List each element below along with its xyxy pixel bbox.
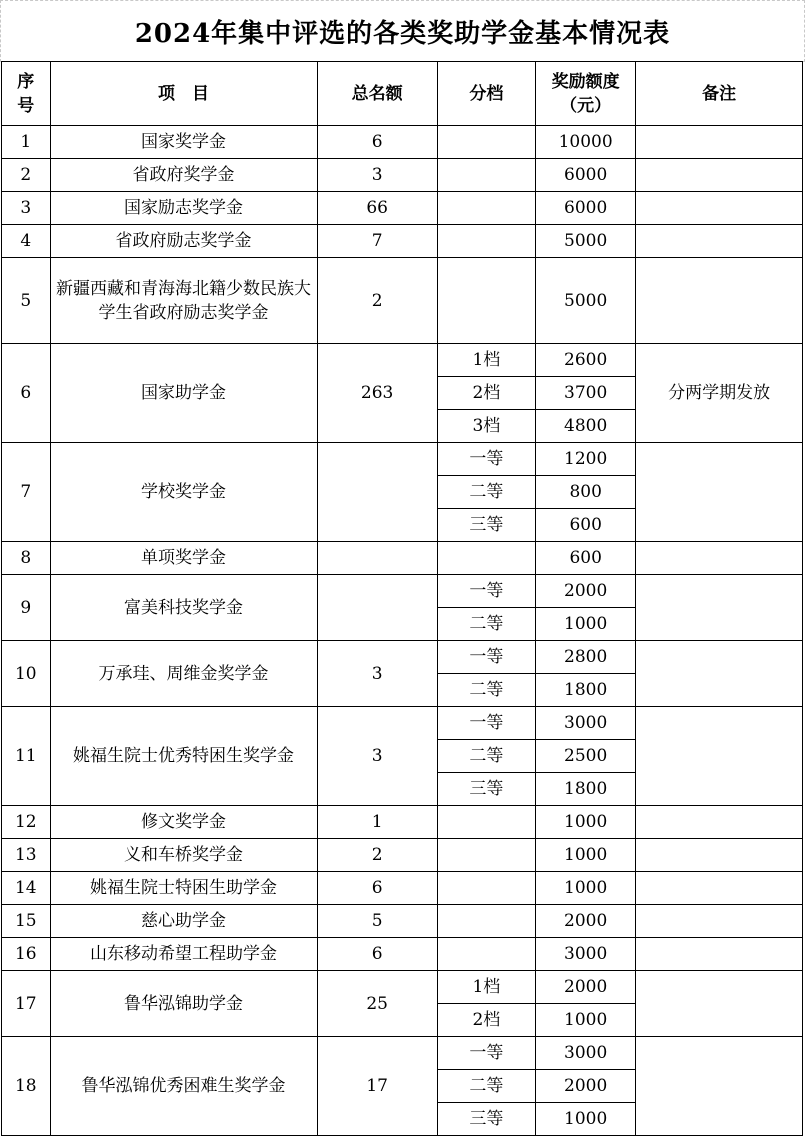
table-row: [2, 839, 803, 872]
cell-tier: 3档: [437, 410, 535, 443]
cell-amount: 1000: [535, 1103, 635, 1136]
cell-index: 12: [2, 806, 51, 839]
cell-index: 10: [2, 641, 51, 707]
cell-amount: 1800: [535, 773, 635, 806]
cell-item-name: 国家励志奖学金: [50, 192, 317, 225]
cell-note: [636, 192, 803, 225]
cell-index: 5: [2, 258, 51, 344]
cell-note: [636, 905, 803, 938]
cell-item-name: 鲁华泓锦助学金: [50, 971, 317, 1037]
cell-amount: 1200: [535, 443, 635, 476]
table-row: [2, 905, 803, 938]
cell-item-name: 姚福生院士优秀特困生奖学金: [50, 707, 317, 806]
cell-tier: [437, 159, 535, 192]
cell-amount: 1000: [535, 872, 635, 905]
cell-amount: 3700: [535, 377, 635, 410]
cell-note: [636, 575, 803, 641]
table-row: [2, 192, 803, 225]
cell-amount: 6000: [535, 159, 635, 192]
cell-amount: 1000: [535, 839, 635, 872]
cell-amount: 600: [535, 509, 635, 542]
cell-note: [636, 542, 803, 575]
cell-note: [636, 938, 803, 971]
cell-total: 3: [317, 641, 437, 707]
cell-total: 3: [317, 707, 437, 806]
cell-total: 17: [317, 1037, 437, 1136]
cell-tier: [437, 225, 535, 258]
cell-amount: 1000: [535, 806, 635, 839]
cell-amount: 1000: [535, 1004, 635, 1037]
cell-tier: [437, 938, 535, 971]
header-tier: 分档: [437, 62, 535, 126]
cell-item-name: 国家助学金: [50, 344, 317, 443]
cell-tier: 二等: [437, 1070, 535, 1103]
cell-index: 13: [2, 839, 51, 872]
cell-tier: 一等: [437, 575, 535, 608]
cell-tier: 三等: [437, 773, 535, 806]
cell-amount: 2600: [535, 344, 635, 377]
cell-note: [636, 806, 803, 839]
cell-tier: [437, 839, 535, 872]
cell-amount: 5000: [535, 258, 635, 344]
cell-index: 2: [2, 159, 51, 192]
cell-total: 6: [317, 938, 437, 971]
cell-amount: 1800: [535, 674, 635, 707]
cell-amount: 3000: [535, 938, 635, 971]
cell-amount: 5000: [535, 225, 635, 258]
cell-total: 2: [317, 258, 437, 344]
cell-item-name: 修文奖学金: [50, 806, 317, 839]
cell-item-name: 义和车桥奖学金: [50, 839, 317, 872]
cell-amount: 800: [535, 476, 635, 509]
cell-total: 25: [317, 971, 437, 1037]
table-row: [2, 443, 803, 476]
cell-tier: [437, 905, 535, 938]
table-row: [2, 641, 803, 674]
table-row: [2, 225, 803, 258]
cell-tier: 1档: [437, 971, 535, 1004]
cell-amount: 10000: [535, 126, 635, 159]
table-row: [2, 542, 803, 575]
header-total: 总名额: [317, 62, 437, 126]
cell-note: [636, 839, 803, 872]
cell-tier: [437, 126, 535, 159]
cell-tier: 一等: [437, 1037, 535, 1070]
cell-total: 1: [317, 806, 437, 839]
cell-note: [636, 443, 803, 542]
scholarship-table: [1, 61, 803, 1136]
cell-note: 分两学期发放: [636, 344, 803, 443]
cell-item-name: 鲁华泓锦优秀困难生奖学金: [50, 1037, 317, 1136]
cell-item-name: 万承珪、周维金奖学金: [50, 641, 317, 707]
cell-index: 4: [2, 225, 51, 258]
cell-item-name: 国家奖学金: [50, 126, 317, 159]
cell-item-name: 单项奖学金: [50, 542, 317, 575]
cell-tier: 二等: [437, 740, 535, 773]
cell-index: 8: [2, 542, 51, 575]
cell-index: 7: [2, 443, 51, 542]
cell-tier: 三等: [437, 509, 535, 542]
header-index: 序号: [2, 62, 51, 126]
cell-item-name: 富美科技奖学金: [50, 575, 317, 641]
cell-tier: 三等: [437, 1103, 535, 1136]
cell-note: [636, 641, 803, 707]
cell-total: 7: [317, 225, 437, 258]
cell-index: 17: [2, 971, 51, 1037]
table-row: [2, 806, 803, 839]
cell-index: 14: [2, 872, 51, 905]
cell-note: [636, 225, 803, 258]
table-row: [2, 344, 803, 377]
cell-index: 1: [2, 126, 51, 159]
cell-amount: 4800: [535, 410, 635, 443]
cell-total: [317, 542, 437, 575]
header-item: 项 目: [50, 62, 317, 126]
header-note: 备注: [636, 62, 803, 126]
cell-item-name: 新疆西藏和青海海北籍少数民族大学生省政府励志奖学金: [50, 258, 317, 344]
cell-amount: 2000: [535, 971, 635, 1004]
cell-index: 18: [2, 1037, 51, 1136]
cell-item-name: 省政府励志奖学金: [50, 225, 317, 258]
cell-amount: 2800: [535, 641, 635, 674]
cell-amount: 1000: [535, 608, 635, 641]
cell-tier: 一等: [437, 443, 535, 476]
table-row: [2, 258, 803, 344]
cell-note: [636, 872, 803, 905]
cell-amount: 2000: [535, 1070, 635, 1103]
cell-tier: 2档: [437, 377, 535, 410]
cell-item-name: 学校奖学金: [50, 443, 317, 542]
cell-tier: 一等: [437, 707, 535, 740]
cell-tier: 二等: [437, 674, 535, 707]
cell-total: [317, 575, 437, 641]
cell-tier: 1档: [437, 344, 535, 377]
cell-amount: 6000: [535, 192, 635, 225]
cell-amount: 2000: [535, 575, 635, 608]
cell-tier: [437, 258, 535, 344]
cell-index: 3: [2, 192, 51, 225]
cell-total: 263: [317, 344, 437, 443]
cell-tier: [437, 542, 535, 575]
cell-note: [636, 707, 803, 806]
cell-note: [636, 1037, 803, 1136]
cell-item-name: 慈心助学金: [50, 905, 317, 938]
table-row: [2, 575, 803, 608]
cell-note: [636, 126, 803, 159]
table-row: [2, 971, 803, 1004]
table-row: [2, 872, 803, 905]
cell-amount: 600: [535, 542, 635, 575]
cell-note: [636, 971, 803, 1037]
cell-total: 5: [317, 905, 437, 938]
cell-total: 6: [317, 872, 437, 905]
cell-total: 2: [317, 839, 437, 872]
table-row: [2, 938, 803, 971]
cell-index: 6: [2, 344, 51, 443]
cell-index: 11: [2, 707, 51, 806]
cell-amount: 3000: [535, 707, 635, 740]
cell-amount: 2000: [535, 905, 635, 938]
cell-tier: 2档: [437, 1004, 535, 1037]
cell-tier: [437, 872, 535, 905]
cell-total: 3: [317, 159, 437, 192]
cell-total: 66: [317, 192, 437, 225]
cell-tier: 二等: [437, 476, 535, 509]
cell-item-name: 山东移动希望工程助学金: [50, 938, 317, 971]
cell-amount: 2500: [535, 740, 635, 773]
table-row: [2, 126, 803, 159]
table-row: [2, 159, 803, 192]
cell-item-name: 省政府奖学金: [50, 159, 317, 192]
header-row: [2, 62, 803, 126]
cell-tier: 一等: [437, 641, 535, 674]
table-row: [2, 707, 803, 740]
cell-total: [317, 443, 437, 542]
table-body: [2, 126, 803, 1136]
cell-index: 9: [2, 575, 51, 641]
cell-note: [636, 258, 803, 344]
cell-index: 16: [2, 938, 51, 971]
cell-tier: 二等: [437, 608, 535, 641]
cell-amount: 3000: [535, 1037, 635, 1070]
page-title: 2024年集中评选的各类奖助学金基本情况表: [0, 0, 805, 62]
cell-index: 15: [2, 905, 51, 938]
cell-tier: [437, 806, 535, 839]
cell-tier: [437, 192, 535, 225]
cell-note: [636, 159, 803, 192]
cell-total: 6: [317, 126, 437, 159]
header-amount: 奖励额度（元）: [535, 62, 635, 126]
table-row: [2, 1037, 803, 1070]
cell-item-name: 姚福生院士特困生助学金: [50, 872, 317, 905]
